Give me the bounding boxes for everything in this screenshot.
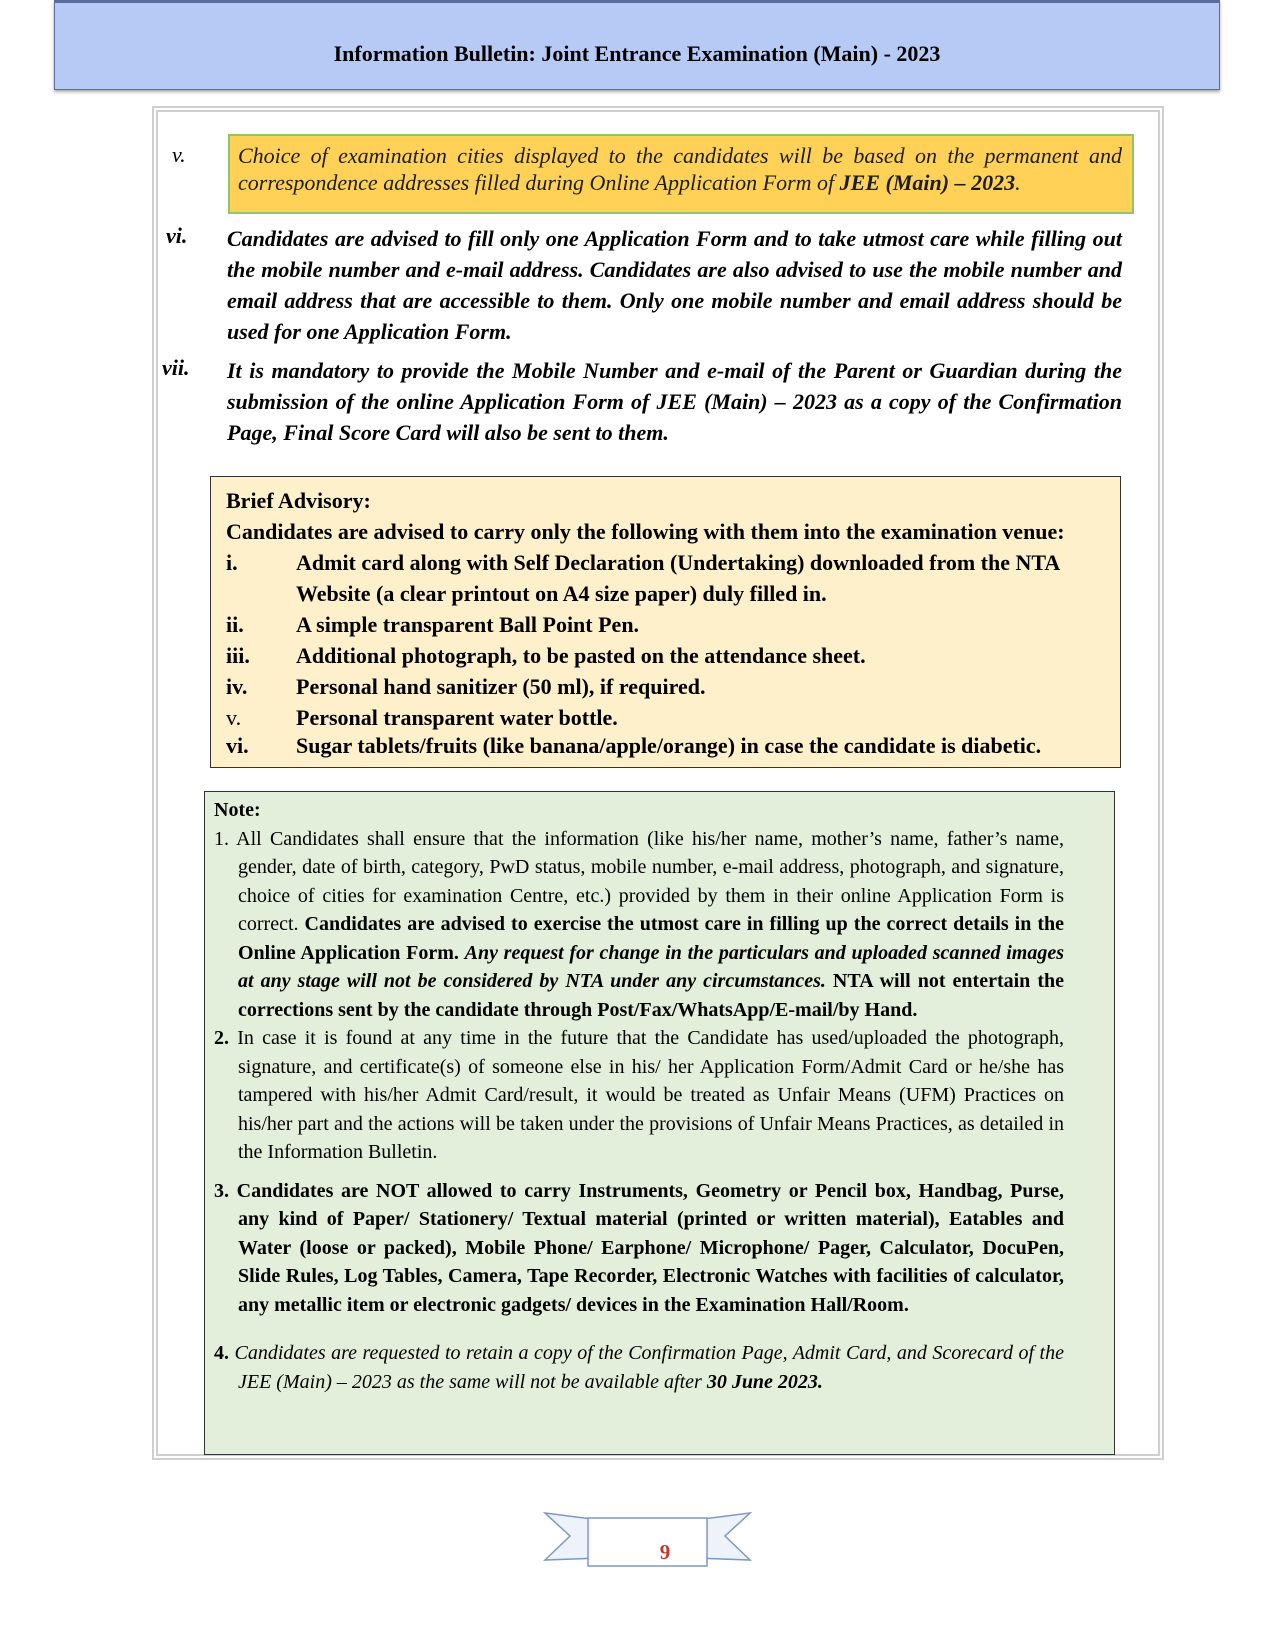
note-heading: Note: [214,799,261,821]
note-4-text: Candidates are requested to retain a copy of the Confirmation Page, Admit Card, and Scorecard of the JEE (Main) – 2023 as the same will not be available after [234,1342,1064,1393]
header-bar [54,0,1220,90]
note-box [204,791,1115,1455]
page-number: 9 [659,1540,671,1564]
advisory-item-text: Personal hand sanitizer (50 ml), if required. [296,674,706,699]
advisory-list-item [226,640,1106,671]
advisory-item-number: iv. [226,674,248,699]
note-4-date: 30 June 2023. [706,1370,823,1393]
item-v-end: . [1015,170,1021,195]
advisory-item-text: Admit card along with Self Declaration (Undertaking) downloaded from the NTA Website (a clear printout on A4 size paper) duly filled in. [296,550,1060,606]
note-1-text: All Candidates shall ensure that the information (like his/her name, mother’s name, father’s name, gender, date of birth, category, PwD status, mobile number, e-mail address, photograph, and signature, choice of cities for examination Centre, etc.) provided by them in their online Application Form is correct. [236,827,1064,935]
note-item-4 [214,1339,1064,1396]
advisory-list-item [226,733,1106,759]
note-4-number: 4. [214,1342,229,1364]
item-vii-numeral: vii. [162,355,190,380]
item-vi-numeral: vi. [166,223,188,248]
item-vii-text: It is mandatory to provide the Mobile Number and e-mail of the Parent or Guardian during the submission of the online Application Form of JEE (Main) – 2023 as a copy of the Confirmation Page, Final Score Card will also be sent to them. [227,358,1122,445]
note-item-1 [214,825,1064,1025]
advisory-item-number: vi. [226,733,249,758]
advisory-item-text: Additional photograph, to be pasted on the attendance sheet. [296,643,866,668]
advisory-list-item [226,702,1106,733]
item-v-text: Choice of examination cities displayed to the candidates will be based on the permanent and correspondence addresses filled during Online Application Form of [238,143,1122,195]
advisory-item-number: v. [226,705,242,730]
item-v-highlight-box [228,134,1134,214]
advisory-list-item [226,547,1106,609]
advisory-item-text: Sugar tablets/fruits (like banana/apple/orange) in case the candidate is diabetic. [296,733,1042,758]
note-1-bold-corrections: NTA will not entertain the corrections sent by the candidate through Post/Fax/WhatsApp/E-mail/by Hand. [238,970,1064,1021]
item-v-bold: JEE (Main) – 2023 [839,170,1016,195]
item-v-numeral: v. [172,142,186,167]
note-item-3 [214,1177,1064,1320]
note-1-number: 1. [214,827,229,850]
note-3-number: 3. [214,1179,229,1202]
advisory-list-item [226,671,1106,702]
advisory-item-text: Personal transparent water bottle. [296,705,618,730]
note-1-bold-advice: Candidates are advised to exercise the utmost care in filling up the correct details in the Online Application Form. [238,913,1065,964]
note-1-italic-warning: Any request for change in the particulars and uploaded scanned images at any stage will not be considered by NTA under any circumstances. [238,941,1065,992]
advisory-heading: Brief Advisory: [226,488,371,513]
advisory-intro: Candidates are advised to carry only the following with them into the examination venue: [226,519,1065,544]
note-2-text: In case it is found at any time in the future that the Candidate has used/uploaded the photograph, signature, and certificate(s) of someone else in his/ her Application Form/Admit Card or he/she has tampered with his/her Admit Card/result, it would be treated as Unfair Means (UFM) Practices on his/her part and the actions will be taken under the provisions of Unfair Means Practices, as detailed in the Information Bulletin. [237,1027,1065,1163]
advisory-item-text: A simple transparent Ball Point Pen. [296,612,640,637]
note-2-number: 2. [214,1027,229,1049]
advisory-item-number: iii. [226,643,250,668]
note-3-text: Candidates are NOT allowed to carry Instruments, Geometry or Pencil box, Handbag, Purse, any kind of Paper/ Stationery/ Textual material (printed or written material), Eatables and Water (loose or packed), Mobile Phone/ Earphone/ Microphone/ Pager, Calculator, DocuPen, Slide Rules, Log Tables, Camera, Tape Recorder, Electronic Watches with facilities of calculator, any metallic item or electronic gadgets/ devices in the Examination Hall/Room. [236,1179,1064,1316]
note-item-2 [214,1024,1064,1167]
advisory-item-number: i. [226,550,238,575]
advisory-list-item [226,609,1106,640]
brief-advisory-box [210,476,1121,768]
advisory-item-number: ii. [226,612,244,637]
page-title: Information Bulletin: Joint Entrance Examination (Main) - 2023 [333,41,941,66]
item-vi-text: Candidates are advised to fill only one Application Form and to take utmost care while filling out the mobile number and e-mail address. Candidates are also advised to use the mobile number and email address that are accessible to them. Only one mobile number and email address should be used for one Application Form. [227,226,1122,344]
